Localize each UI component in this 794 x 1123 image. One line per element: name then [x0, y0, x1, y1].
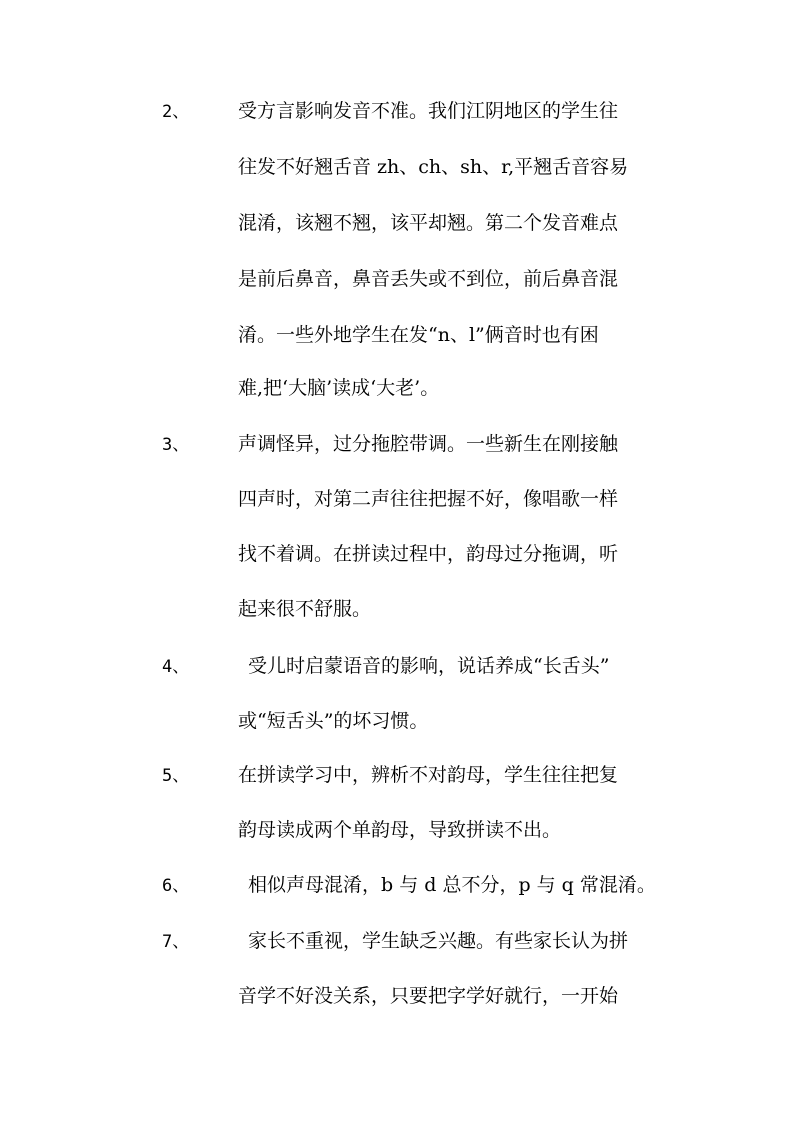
item-2-line-2: 往发不好翘舌音 zh、ch、sh、r,平翘舌音容易: [238, 156, 629, 178]
item-2-line-5: 淆。一些外地学生在发“n、l”俩音时也有困: [238, 324, 599, 346]
item-3-line-2: 四声时，对第二声往往把握不好，像唱歌一样: [238, 488, 619, 510]
item-4-line-1: 受儿时启蒙语音的影响，说话养成“长舌头”: [248, 655, 610, 677]
item-5-number: 5、: [162, 766, 190, 786]
item-3-line-4: 起来很不舒服。: [238, 598, 372, 620]
item-4-number: 4、: [162, 657, 190, 677]
item-2-line-4: 是前后鼻音，鼻音丢失或不到位，前后鼻音混: [238, 268, 619, 290]
item-3-line-1: 声调怪异，过分拖腔带调。一些新生在刚接触: [238, 433, 619, 455]
item-5-line-1: 在拼读学习中，辨析不对韵母，学生往往把复: [238, 764, 619, 786]
item-5-line-2: 韵母读成两个单韵母，导致拼读不出。: [238, 819, 562, 841]
item-6-number: 6、: [162, 876, 190, 896]
item-3-line-3: 找不着调。在拼读过程中，韵母过分拖调，听: [238, 543, 619, 565]
item-3-number: 3、: [162, 435, 190, 455]
item-6-line-1: 相似声母混淆，b 与 d 总不分，p 与 q 常混淆。: [248, 874, 656, 896]
item-2-number: 2、: [162, 102, 190, 122]
item-7-line-1: 家长不重视，学生缺乏兴趣。有些家长认为拼: [248, 930, 629, 952]
item-7-number: 7、: [162, 932, 190, 952]
item-7-line-2: 音学不好没关系，只要把字学好就行，一开始: [238, 985, 619, 1007]
item-2-line-6: 难,把‘大脑’读成‘大老’。: [238, 377, 440, 399]
item-2-line-1: 受方言影响发音不准。我们江阴地区的学生往: [238, 100, 619, 122]
item-2-line-3: 混淆，该翘不翘，该平却翘。第二个发音难点: [238, 212, 619, 234]
item-4-line-2: 或“短舌头”的坏习惯。: [238, 710, 429, 732]
